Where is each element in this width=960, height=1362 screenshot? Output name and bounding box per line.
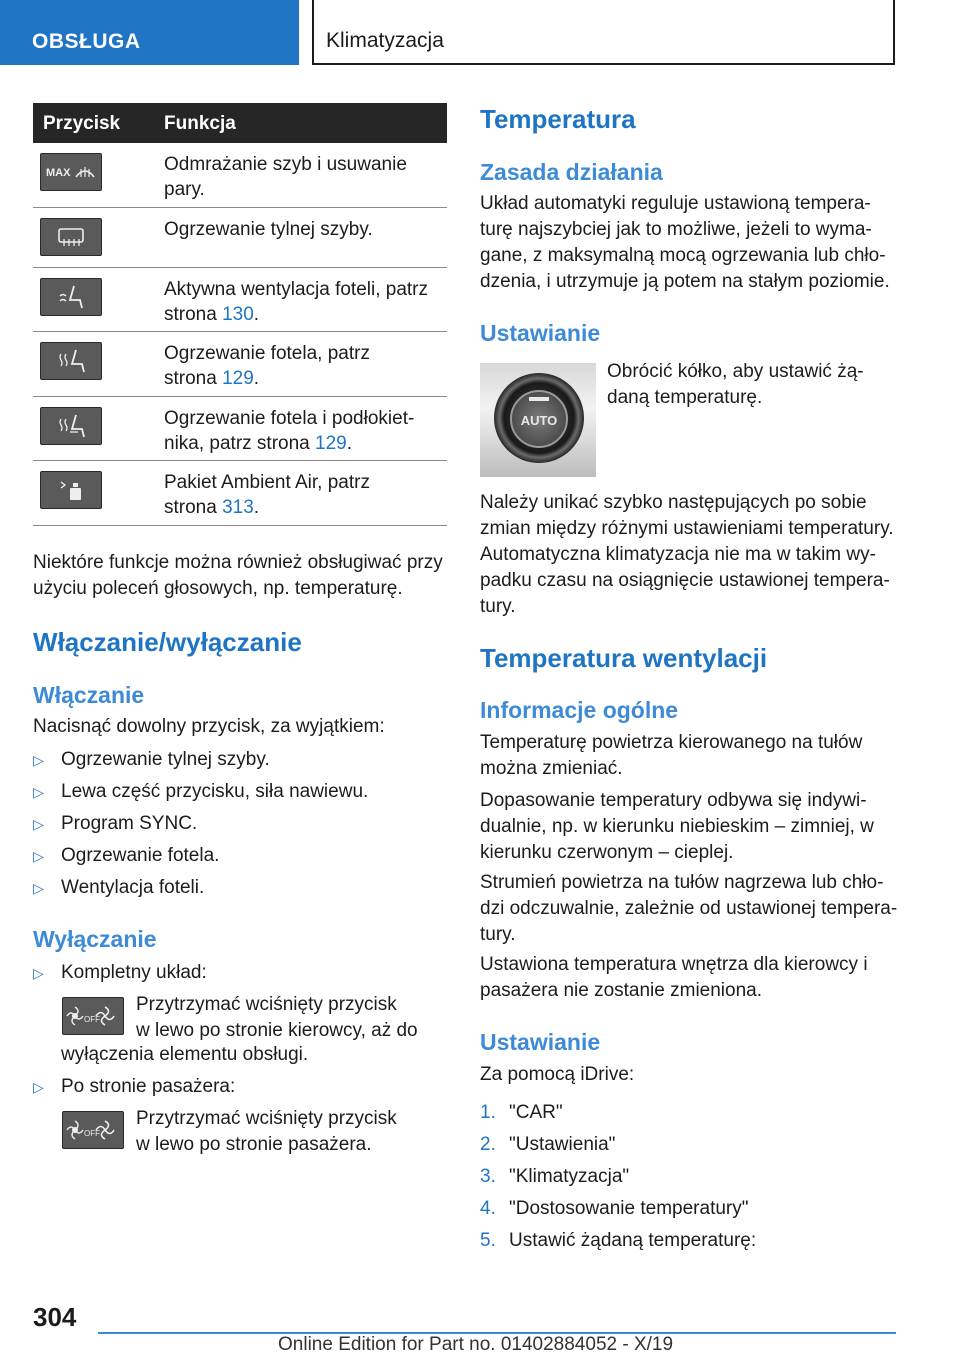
- heading-setting-2: Ustawianie: [480, 1029, 601, 1055]
- heading-on: Włączanie: [33, 682, 145, 708]
- table-header-button: Przycisk: [43, 113, 121, 134]
- page-link[interactable]: 129: [315, 433, 347, 454]
- heading-setting: Ustawianie: [480, 320, 601, 346]
- table-row: MAX Odmrażanie szyb i usuwanie pary.: [33, 143, 447, 208]
- triangle-bullet-icon: ▷: [33, 848, 44, 864]
- seat-heating-icon: [40, 342, 102, 380]
- triangle-bullet-icon: ▷: [33, 752, 44, 768]
- knob-text: Obrócić kółko, aby ustawić żą- daną temperaturę.: [607, 361, 864, 408]
- max-defrost-icon: [40, 153, 102, 191]
- table-row: Ogrzewanie tylnej szyby.: [33, 208, 447, 268]
- seat-lumbar-heating-icon: [40, 407, 102, 445]
- triangle-bullet-icon: ▷: [33, 816, 44, 832]
- svg-text:MAX: MAX: [46, 167, 71, 179]
- heading-off: Wyłączanie: [33, 926, 157, 952]
- rear-window-heating-icon: [40, 218, 102, 256]
- heading-principle: Zasada działania: [480, 159, 663, 185]
- page-link[interactable]: 313: [222, 497, 254, 518]
- triangle-bullet-icon: ▷: [33, 880, 44, 896]
- chapter-tab: [312, 0, 895, 65]
- page-link[interactable]: 130: [222, 304, 254, 325]
- table-header: [33, 103, 447, 143]
- on-intro: Nacisnąć dowolny przycisk, za wyjątkiem:: [33, 716, 385, 737]
- triangle-bullet-icon: ▷: [33, 965, 44, 981]
- heading-on-off: Włączanie/wyłączanie: [33, 627, 302, 657]
- table-row: Pakiet Ambient Air, patrz strona 313.: [33, 461, 447, 526]
- svg-text:OFF: OFF: [84, 1015, 100, 1024]
- auto-knob-image: AUTO: [480, 363, 596, 477]
- fan-off-icon: [62, 1111, 124, 1149]
- page-link[interactable]: 129: [222, 368, 254, 389]
- ambient-air-icon: [40, 471, 102, 509]
- table-row: Aktywna wentylacja foteli, patrz strona 130.: [33, 268, 447, 332]
- page-number: 304: [33, 1302, 77, 1332]
- heading-temperature: Temperatura: [480, 104, 636, 134]
- fan-off-icon: [62, 997, 124, 1035]
- chapter-title: Klimatyzacja: [326, 29, 444, 52]
- edition-note: Online Edition for Part no. 01402884052 - X/19: [278, 1334, 674, 1355]
- table-header-function: Funkcja: [164, 113, 236, 134]
- table-row: Ogrzewanie fotela, patrz strona 129.: [33, 332, 447, 397]
- triangle-bullet-icon: ▷: [33, 1079, 44, 1095]
- seat-ventilation-icon: [40, 278, 102, 316]
- heading-vent-temp: Temperatura wentylacji: [480, 643, 768, 673]
- button-function-table: [33, 103, 447, 526]
- principle-text: Układ automatyki reguluje ustawioną tempera- turę najszybciej jak to możliwe, jeżeli to wyma- gane, z maksymalną mocą ogrzewania lub chło- dzenia, i utrzymuje ją potem na stałym poziomie.: [480, 193, 890, 292]
- svg-text:OFF: OFF: [84, 1129, 100, 1138]
- table-row: Ogrzewanie fotela i podłokiet- nika, patrz strona 129.: [33, 397, 447, 461]
- section-title: OBSŁUGA: [32, 30, 141, 53]
- triangle-bullet-icon: ▷: [33, 784, 44, 800]
- section-tab: [0, 0, 299, 65]
- voice-note: Niektóre funkcje można również obsługiwać przy użyciu poleceń głosowych, np. temperaturę.: [33, 552, 443, 599]
- avoid-text: Należy unikać szybko następujących po sobie zmian między różnymi ustawieniami temperatury. Automatyczna klimatyzacja nie ma w takim wy- padku czasu na osiągnięcie ustawionej tempera- tury.: [480, 492, 894, 617]
- heading-general: Informacje ogólne: [480, 697, 679, 723]
